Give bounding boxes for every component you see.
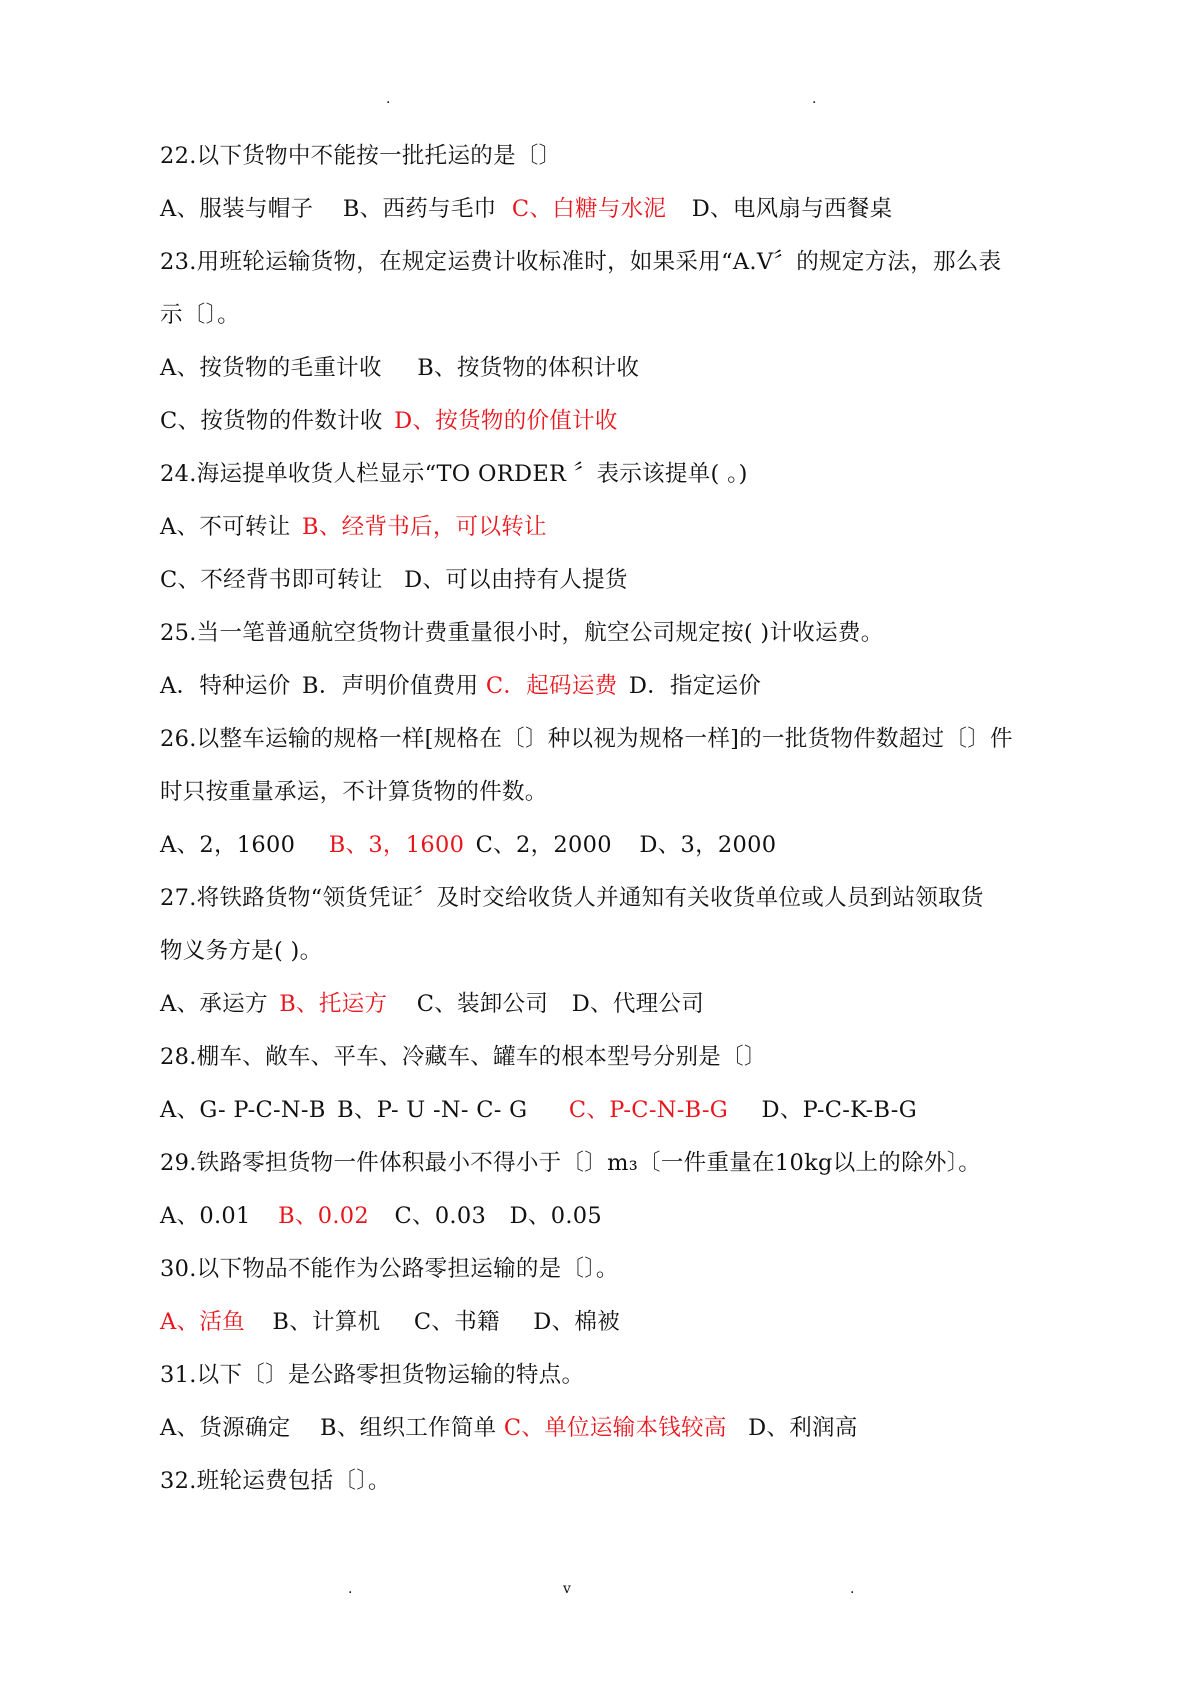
option-22-c-correct: C、白糖与水泥 bbox=[511, 196, 667, 222]
question-29-stem: 29.铁路零担货物一件体积最小不得小于〔〕m₃〔一件重量在10kg以上的除外〕。 bbox=[160, 1150, 982, 1176]
option-31-d: D、利润高 bbox=[748, 1415, 858, 1441]
option-30-b: B、计算机 bbox=[272, 1309, 381, 1335]
option-23-d-correct: D、按货物的价值计收 bbox=[394, 408, 618, 434]
question-28-options bbox=[160, 1092, 1060, 1145]
question-28-stem: 28.棚车、敞车、平车、冷藏车、罐车的根本型号分别是〔〕 bbox=[160, 1044, 767, 1070]
question-30-stem: 30.以下物品不能作为公路零担运输的是〔〕。 bbox=[160, 1256, 619, 1282]
question-26-options bbox=[160, 827, 1060, 880]
option-23-c: C、按货物的件数计收 bbox=[160, 408, 383, 434]
option-31-b: B、组织工作简单 bbox=[320, 1415, 497, 1441]
question-31-options bbox=[160, 1410, 1060, 1463]
option-29-b-correct: B、0.02 bbox=[278, 1203, 370, 1229]
question-30-options bbox=[160, 1304, 1060, 1357]
option-29-c: C、0.03 bbox=[394, 1203, 487, 1229]
option-25-a: A．特种运价 bbox=[160, 673, 291, 699]
option-30-a-correct: A、活鱼 bbox=[160, 1309, 245, 1335]
option-22-d: D、电风扇与西餐桌 bbox=[691, 196, 893, 222]
question-27-options bbox=[160, 986, 1060, 1039]
question-31-stem: 31.以下〔〕是公路零担货物运输的特点。 bbox=[160, 1362, 585, 1388]
header-dot-left: . bbox=[386, 91, 391, 107]
question-23-options-row1 bbox=[160, 350, 1060, 403]
option-28-b: B、P- U -N- C- G bbox=[337, 1097, 528, 1123]
option-27-a: A、承运方 bbox=[160, 991, 268, 1017]
footer-dot-right: . bbox=[850, 1581, 855, 1597]
option-23-a: A、按货物的毛重计收 bbox=[160, 355, 382, 381]
question-27-stem-cont: 物义务方是( )。 bbox=[160, 938, 323, 964]
option-27-d: D、代理公司 bbox=[571, 991, 705, 1017]
option-27-b-correct: B、托运方 bbox=[279, 991, 388, 1017]
question-26-stem-cont: 时只按重量承运，不计算货物的件数。 bbox=[160, 779, 548, 805]
header-dot-right: . bbox=[812, 91, 817, 107]
option-25-c-correct: C．起码运费 bbox=[485, 673, 618, 699]
option-30-c: C、书籍 bbox=[413, 1309, 500, 1335]
question-25-options bbox=[160, 668, 1060, 721]
option-25-b: B．声明价值费用 bbox=[302, 673, 479, 699]
question-32-stem: 32.班轮运费包括〔〕。 bbox=[160, 1468, 391, 1494]
question-22-stem: 22.以下货物中不能按一批托运的是〔〕 bbox=[160, 143, 562, 169]
option-30-d: D、棉被 bbox=[533, 1309, 621, 1335]
option-24-b-correct: B、经背书后，可以转让 bbox=[302, 514, 547, 540]
question-23-stem: 23.用班轮运输货物，在规定运费计收标准时，如果采用“A.V〞的规定方法，那么表 bbox=[160, 249, 1002, 275]
option-31-a: A、货源确定 bbox=[160, 1415, 291, 1441]
question-22-options bbox=[160, 191, 1060, 244]
option-25-d: D．指定运价 bbox=[628, 673, 762, 699]
question-25-stem: 25.当一笔普通航空货物计费重量很小时，航空公司规定按( )计收运费。 bbox=[160, 620, 884, 646]
option-24-d: D、可以由持有人提货 bbox=[404, 567, 628, 593]
question-list bbox=[160, 138, 1060, 1516]
option-23-b: B、按货物的体积计收 bbox=[417, 355, 640, 381]
question-23-options-row2 bbox=[160, 403, 1060, 456]
option-26-b-correct: B、3，1600 bbox=[328, 832, 465, 858]
question-27-stem: 27.将铁路货物“领货凭证〞及时交给收货人并通知有关收货单位或人员到站领取货 bbox=[160, 885, 984, 911]
option-28-d: D、P-C-K-B-G bbox=[761, 1097, 917, 1123]
option-26-c: C、2，2000 bbox=[475, 832, 612, 858]
footer-dot-left: . bbox=[348, 1581, 353, 1597]
question-24-stem: 24.海运提单收货人栏显示“TO ORDER 〞表示该提单( 。) bbox=[160, 461, 748, 487]
option-29-d: D、0.05 bbox=[509, 1203, 603, 1229]
option-24-c: C、不经背书即可转让 bbox=[160, 567, 383, 593]
question-24-options-row2 bbox=[160, 562, 1060, 615]
option-27-c: C、装卸公司 bbox=[416, 991, 549, 1017]
option-24-a: A、不可转让 bbox=[160, 514, 291, 540]
question-23-stem-cont: 示〔〕。 bbox=[160, 302, 240, 328]
option-29-a: A、0.01 bbox=[160, 1203, 251, 1229]
option-26-d: D、3，2000 bbox=[639, 832, 777, 858]
option-28-c-correct: C、P-C-N-B-G bbox=[568, 1097, 729, 1123]
option-26-a: A、2，1600 bbox=[160, 832, 296, 858]
option-22-b: B、西药与毛巾 bbox=[342, 196, 497, 222]
question-29-options bbox=[160, 1198, 1060, 1251]
option-22-a: A、服装与帽子 bbox=[160, 196, 314, 222]
footer-page-mark: v bbox=[563, 1581, 571, 1597]
option-31-c-correct: C、单位运输本钱较高 bbox=[503, 1415, 727, 1441]
question-24-options-row1 bbox=[160, 509, 1060, 562]
option-28-a: A、G- P-C-N-B bbox=[160, 1097, 326, 1123]
question-26-stem: 26.以整车运输的规格一样[规格在〔〕种以视为规格一样]的一批货物件数超过〔〕件 bbox=[160, 726, 1013, 752]
